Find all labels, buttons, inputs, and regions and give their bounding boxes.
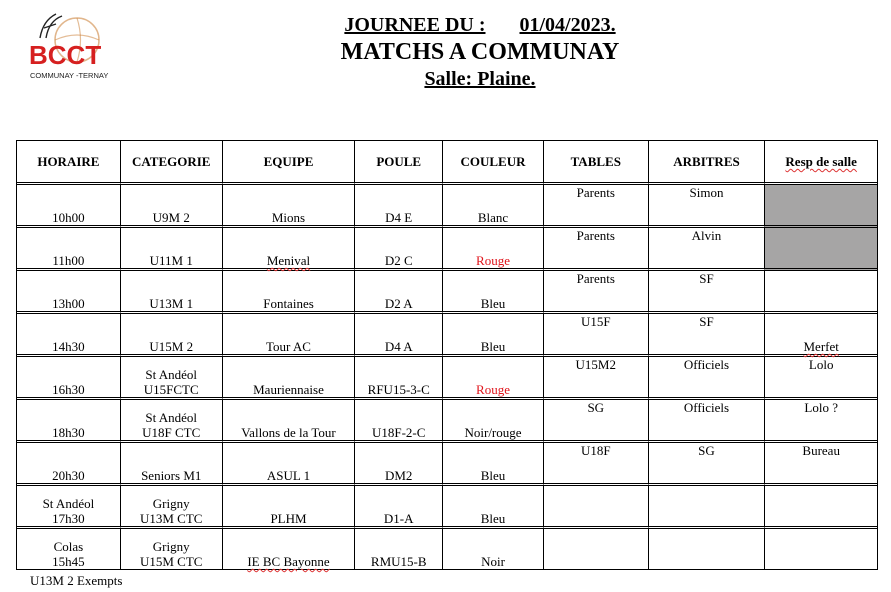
cell-tables <box>544 486 649 529</box>
cell-categorie <box>121 486 223 529</box>
horaire-line1: Colas <box>53 539 84 554</box>
cell-poule: D2 C <box>355 228 443 271</box>
table-header-row <box>17 141 877 185</box>
cell-couleur: Noir/rouge <box>443 400 544 443</box>
cell-tables: Parents <box>544 228 649 271</box>
cell-categorie: U15M 2 <box>121 314 223 357</box>
cell-arbitres: SG <box>649 443 766 486</box>
cell-poule: U18F-2-C <box>355 400 443 443</box>
title-block <box>260 12 700 92</box>
table-row <box>17 314 877 357</box>
cell-equipe: PLHM <box>223 486 356 529</box>
cell-equipe: ASUL 1 <box>223 443 356 486</box>
cell-couleur: Bleu <box>443 443 544 486</box>
cell-poule: RMU15-B <box>355 529 443 569</box>
cell-poule: D2 A <box>355 271 443 314</box>
club-logo <box>22 8 112 80</box>
table-row <box>17 486 877 529</box>
table-row <box>17 400 877 443</box>
cell-arbitres: SF <box>649 314 766 357</box>
cell-resp: Lolo <box>765 357 877 400</box>
page-title: MATCHS A COMMUNAY <box>340 39 620 65</box>
cell-equipe: Mions <box>223 185 356 228</box>
categorie-line2: U15M CTC <box>139 554 203 569</box>
cell-arbitres: Simon <box>649 185 766 228</box>
categorie-line2: U13M CTC <box>139 511 203 526</box>
cell-arbitres: Alvin <box>649 228 766 271</box>
cell-horaire: 10h00 <box>17 185 121 228</box>
cell-poule: DM2 <box>355 443 443 486</box>
cell-couleur: Rouge <box>443 228 544 271</box>
cell-poule: D1-A <box>355 486 443 529</box>
cell-tables: U15M2 <box>544 357 649 400</box>
cell-resp: Lolo ? <box>765 400 877 443</box>
resp-text: Merfet <box>803 339 839 354</box>
cell-tables: U15F <box>544 314 649 357</box>
table-row <box>17 271 877 314</box>
col-header-couleur: COULEUR <box>443 141 544 185</box>
cell-horaire: 11h00 <box>17 228 121 271</box>
salle-label: Salle: Plaine. <box>424 68 536 90</box>
cell-resp <box>765 529 877 569</box>
cell-categorie <box>121 400 223 443</box>
col-header-equipe: EQUIPE <box>223 141 356 185</box>
cell-resp: Bureau <box>765 443 877 486</box>
cell-horaire: 18h30 <box>17 400 121 443</box>
cell-couleur: Bleu <box>443 271 544 314</box>
table-row <box>17 228 877 271</box>
categorie-line2: U18F CTC <box>142 425 201 440</box>
horaire-line1: St Andéol <box>42 496 95 511</box>
equipe-text: Menival <box>266 253 311 268</box>
cell-horaire: 14h30 <box>17 314 121 357</box>
cell-poule: RFU15-3-C <box>355 357 443 400</box>
table-row <box>17 357 877 400</box>
cell-couleur: Noir <box>443 529 544 569</box>
categorie-line2: U15FCTC <box>143 382 199 397</box>
logo-text: BCCT <box>29 40 102 70</box>
cell-resp <box>765 314 877 357</box>
cell-tables <box>544 529 649 569</box>
cell-horaire: 16h30 <box>17 357 121 400</box>
cell-equipe <box>223 228 356 271</box>
cell-couleur: Bleu <box>443 486 544 529</box>
cell-couleur: Bleu <box>443 314 544 357</box>
cell-categorie: U9M 2 <box>121 185 223 228</box>
cell-categorie <box>121 529 223 569</box>
equipe-text: IE BC Bayonne <box>247 554 330 569</box>
cell-resp <box>765 228 877 271</box>
cell-equipe: Vallons de la Tour <box>223 400 356 443</box>
cell-horaire <box>17 486 121 529</box>
cell-poule: D4 A <box>355 314 443 357</box>
journee-date: 01/04/2023. <box>519 14 616 36</box>
cell-tables: U18F <box>544 443 649 486</box>
col-header-resp <box>765 141 877 185</box>
col-header-arbitres: ARBITRES <box>649 141 766 185</box>
resp-header-text: Resp de salle <box>785 154 857 169</box>
table-row <box>17 529 877 569</box>
categorie-line1: Grigny <box>152 496 190 511</box>
cell-categorie: Seniors M1 <box>121 443 223 486</box>
cell-resp <box>765 185 877 228</box>
cell-categorie <box>121 357 223 400</box>
categorie-line1: St Andéol <box>145 367 198 382</box>
cell-couleur: Rouge <box>443 357 544 400</box>
cell-poule: D4 E <box>355 185 443 228</box>
categorie-line1: St Andéol <box>145 410 198 425</box>
cell-tables: SG <box>544 400 649 443</box>
cell-equipe: Fontaines <box>223 271 356 314</box>
cell-arbitres <box>649 529 766 569</box>
cell-categorie: U11M 1 <box>121 228 223 271</box>
cell-arbitres: SF <box>649 271 766 314</box>
cell-arbitres <box>649 486 766 529</box>
footer-note: U13M 2 Exempts <box>30 573 123 588</box>
table-row <box>17 443 877 486</box>
schedule-table <box>16 140 878 570</box>
categorie-line1: Grigny <box>152 539 190 554</box>
cell-categorie: U13M 1 <box>121 271 223 314</box>
cell-equipe: Tour AC <box>223 314 356 357</box>
cell-equipe: Mauriennaise <box>223 357 356 400</box>
cell-couleur: Blanc <box>443 185 544 228</box>
cell-resp <box>765 271 877 314</box>
col-header-poule: POULE <box>355 141 443 185</box>
journee-label: JOURNEE DU : <box>344 14 486 36</box>
journee-line <box>260 12 700 38</box>
col-header-horaire: HORAIRE <box>17 141 121 185</box>
table-row <box>17 185 877 228</box>
cell-arbitres: Officiels <box>649 357 766 400</box>
col-header-tables: TABLES <box>544 141 649 185</box>
cell-horaire: 13h00 <box>17 271 121 314</box>
cell-horaire: 20h30 <box>17 443 121 486</box>
col-header-categorie: CATEGORIE <box>121 141 223 185</box>
cell-horaire <box>17 529 121 569</box>
cell-arbitres: Officiels <box>649 400 766 443</box>
logo-subtitle: COMMUNAY -TERNAY <box>30 71 109 80</box>
cell-resp <box>765 486 877 529</box>
cell-tables: Parents <box>544 185 649 228</box>
horaire-line2: 15h45 <box>52 554 85 569</box>
cell-tables: Parents <box>544 271 649 314</box>
cell-equipe <box>223 529 356 569</box>
horaire-line2: 17h30 <box>52 511 85 526</box>
